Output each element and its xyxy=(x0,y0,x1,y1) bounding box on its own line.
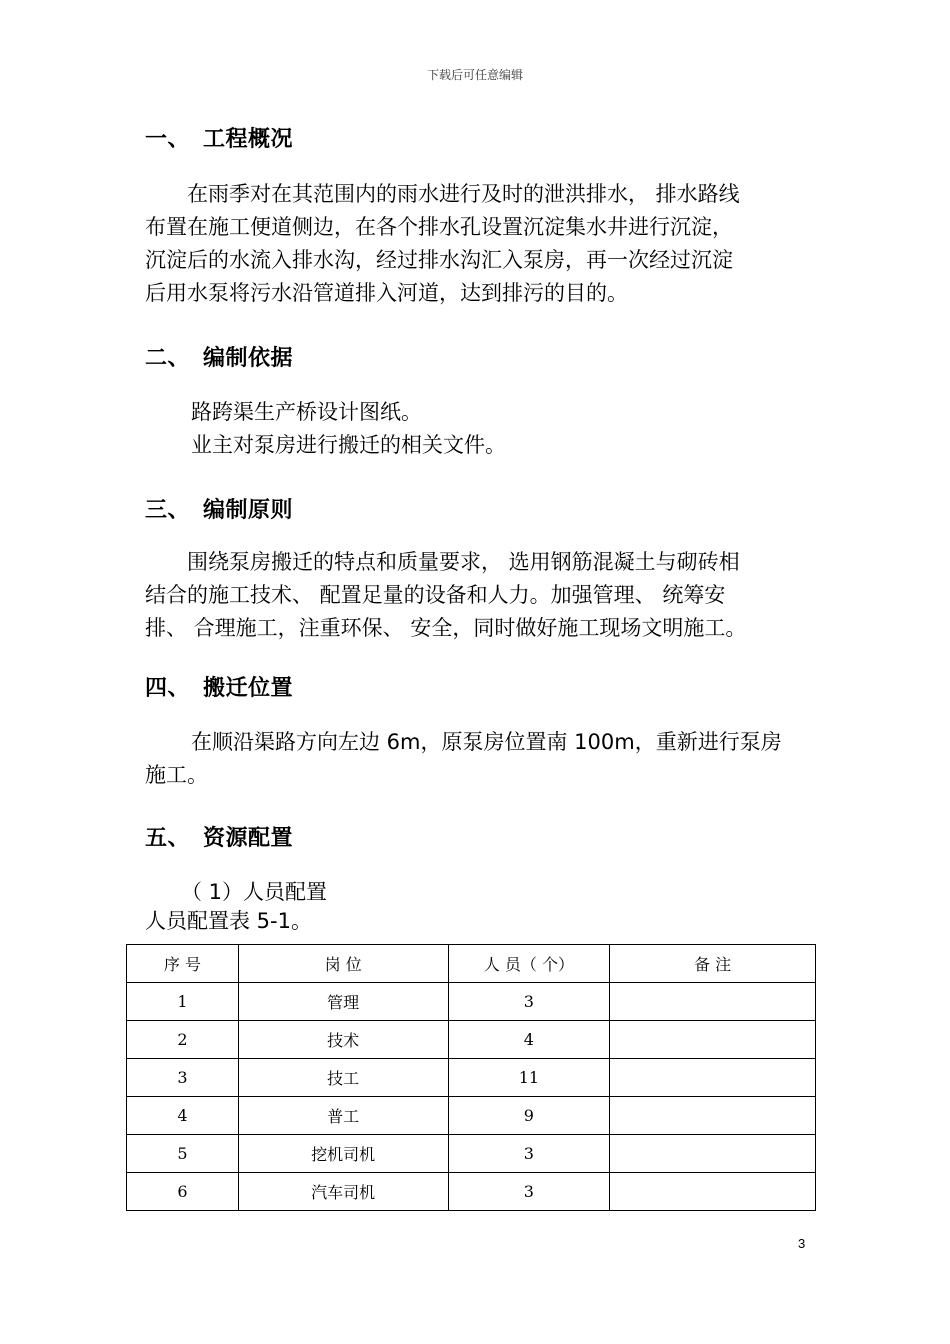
section-title: 工程概况 xyxy=(203,127,294,152)
paragraph-line: 沉淀后的水流入排水沟，经过排水沟汇入泵房，再一次经过沉淀 xyxy=(145,248,733,272)
table-cell: 4 xyxy=(127,1097,239,1135)
table-caption: 人员配置表 5-1。 xyxy=(145,909,312,933)
table-cell: 9 xyxy=(448,1097,610,1135)
table-row xyxy=(127,1021,816,1059)
subsection-title: （ 1）人员配置 xyxy=(181,880,328,904)
paragraph-line: 在雨季对在其范围内的雨水进行及时的泄洪排水， 排水路线 xyxy=(187,182,740,206)
section-heading-5 xyxy=(145,821,293,852)
section-3-paragraph xyxy=(145,546,815,645)
paragraph-line: 布置在施工便道侧边，在各个排水孔设置沉淀集水井进行沉淀， xyxy=(145,215,733,239)
paragraph-line: 施工。 xyxy=(145,763,208,787)
page-number: 3 xyxy=(798,1236,806,1251)
table-cell: 管理 xyxy=(238,983,448,1021)
staffing-table xyxy=(126,944,816,1211)
section-title: 搬迁位置 xyxy=(203,676,294,701)
section-number: 四、 xyxy=(145,676,191,701)
table-cell xyxy=(610,1021,816,1059)
section-number: 一、 xyxy=(145,127,191,152)
section-title: 编制原则 xyxy=(203,498,294,523)
section-number: 二、 xyxy=(145,346,191,371)
paragraph-line: 排、 合理施工，注重环保、 安全，同时做好施工现场文明施工。 xyxy=(145,616,747,640)
table-cell: 11 xyxy=(448,1059,610,1097)
table-cell: 3 xyxy=(448,1135,610,1173)
table-row xyxy=(127,1135,816,1173)
table-row xyxy=(127,983,816,1021)
section-1-paragraph xyxy=(145,178,815,310)
table-cell xyxy=(610,983,816,1021)
table-cell: 汽车司机 xyxy=(238,1173,448,1211)
table-row xyxy=(127,1059,816,1097)
header-cell: 人 员（ 个） xyxy=(448,945,610,983)
table-cell: 2 xyxy=(127,1021,239,1059)
paragraph-line: 结合的施工技术、 配置足量的设备和人力。加强管理、 统筹安 xyxy=(145,583,726,607)
table-cell: 3 xyxy=(448,983,610,1021)
table-cell: 5 xyxy=(127,1135,239,1173)
paragraph-line: 业主对泵房进行搬迁的相关文件。 xyxy=(191,433,506,457)
header-cell: 序 号 xyxy=(127,945,239,983)
table-cell xyxy=(610,1097,816,1135)
table-cell: 技工 xyxy=(238,1059,448,1097)
table-cell: 技术 xyxy=(238,1021,448,1059)
header-cell: 备 注 xyxy=(610,945,816,983)
table-row xyxy=(127,1097,816,1135)
paragraph-line: 围绕泵房搬迁的特点和质量要求， 选用钢筋混凝土与砌砖相 xyxy=(187,550,740,574)
section-heading-2 xyxy=(145,341,293,372)
section-5-paragraph xyxy=(145,876,815,938)
table-cell: 3 xyxy=(127,1059,239,1097)
table-cell xyxy=(610,1059,816,1097)
table-cell xyxy=(610,1135,816,1173)
table-header-row xyxy=(127,945,816,983)
section-number: 三、 xyxy=(145,498,191,523)
section-2-paragraph xyxy=(145,396,815,462)
paragraph-line: 在顺沿渠路方向左边 6m，原泵房位置南 100m，重新进行泵房 xyxy=(191,730,782,754)
table-cell: 挖机司机 xyxy=(238,1135,448,1173)
section-heading-3 xyxy=(145,493,293,524)
table-cell xyxy=(610,1173,816,1211)
section-title: 编制依据 xyxy=(203,346,294,371)
header-cell: 岗 位 xyxy=(238,945,448,983)
paragraph-line: 后用水泵将污水沿管道排入河道，达到排污的目的。 xyxy=(145,281,628,305)
table-cell: 1 xyxy=(127,983,239,1021)
paragraph-line: 路跨渠生产桥设计图纸。 xyxy=(191,400,422,424)
section-heading-1 xyxy=(145,122,293,153)
table-row xyxy=(127,1173,816,1211)
table-cell: 3 xyxy=(448,1173,610,1211)
section-heading-4 xyxy=(145,671,293,702)
table-cell: 4 xyxy=(448,1021,610,1059)
section-title: 资源配置 xyxy=(203,826,294,851)
section-4-paragraph xyxy=(145,726,815,792)
header-note: 下载后可任意编辑 xyxy=(426,68,523,82)
table-cell: 普工 xyxy=(238,1097,448,1135)
section-number: 五、 xyxy=(145,826,191,851)
table-cell: 6 xyxy=(127,1173,239,1211)
